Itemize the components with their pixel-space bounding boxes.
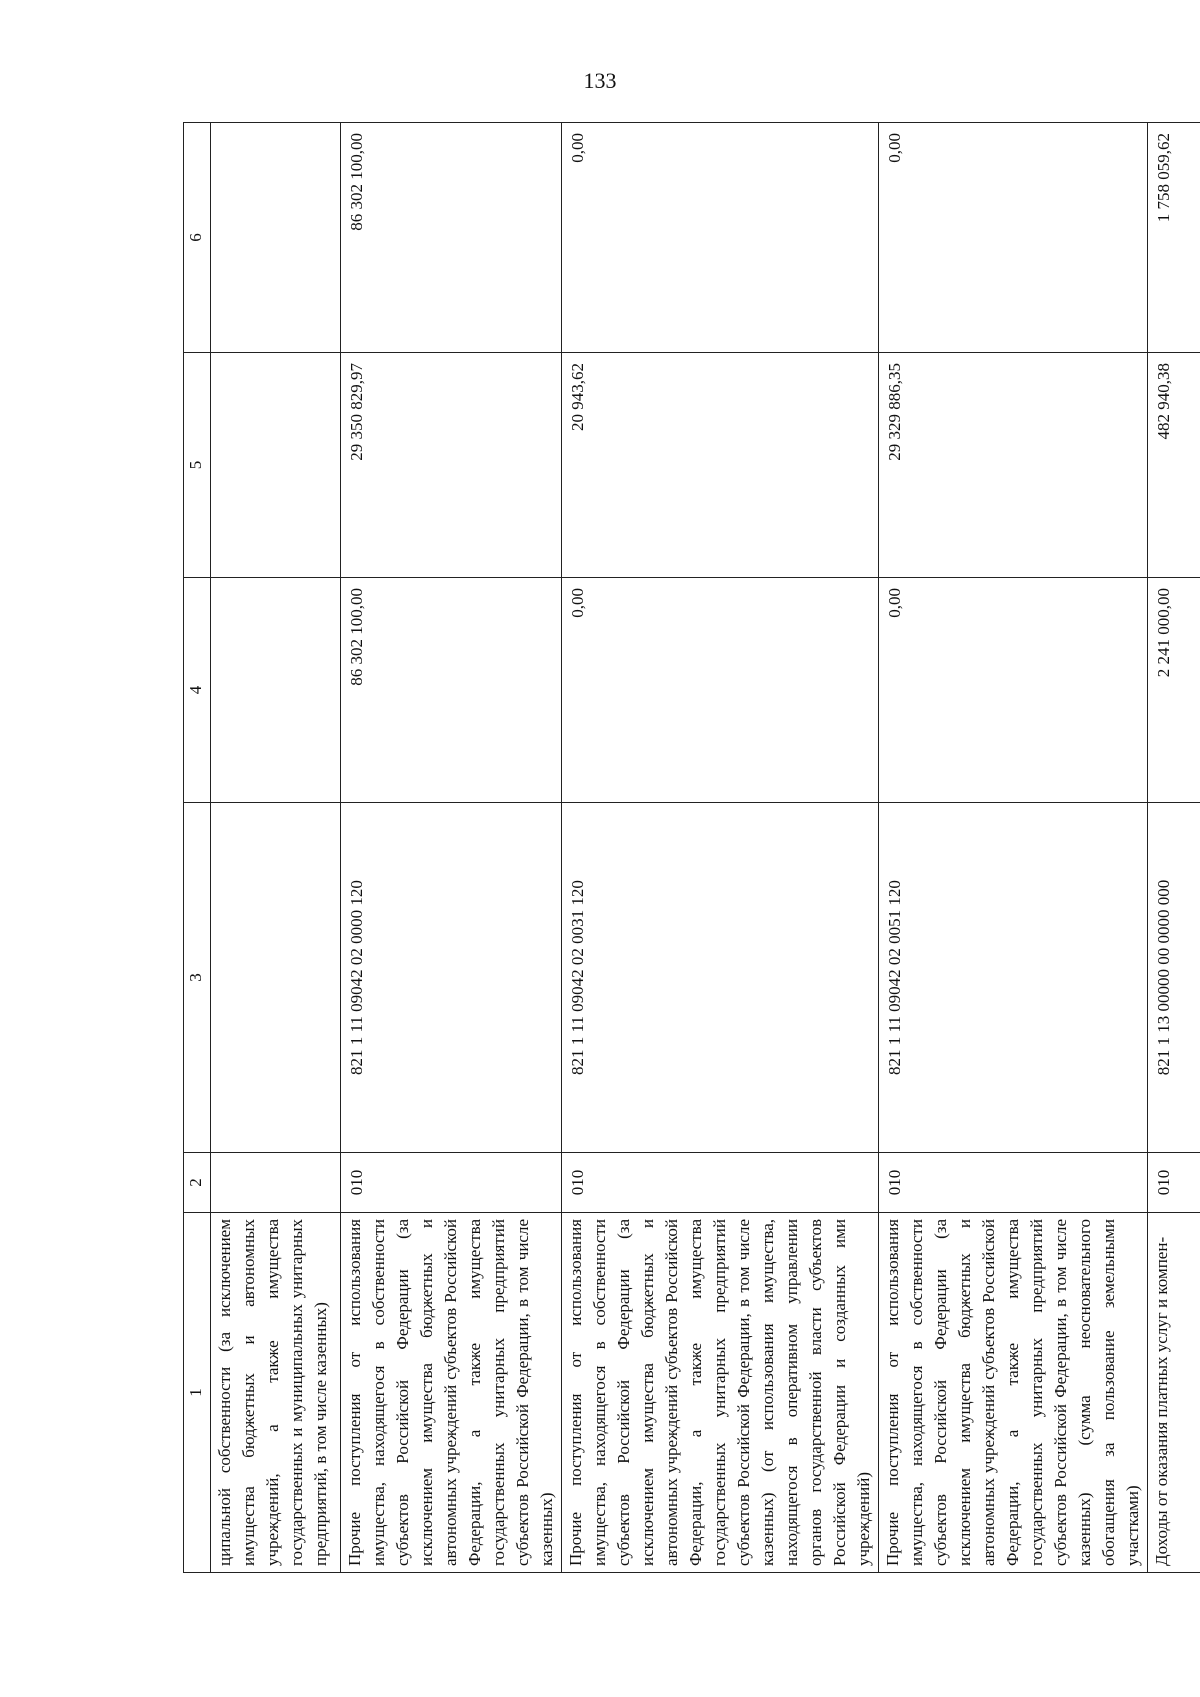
- row-code: 010: [879, 1153, 1148, 1213]
- row-value-5: 20 943,62: [562, 353, 879, 578]
- row-code: 010: [562, 1153, 879, 1213]
- column-header: 6: [184, 123, 211, 353]
- row-budget-code: 821 1 11 09042 02 0031 120: [562, 803, 879, 1153]
- row-value-4: 0,00: [562, 578, 879, 803]
- row-value-6: 1 758 059,62: [1148, 123, 1200, 353]
- row-value-6: 0,00: [562, 123, 879, 353]
- row-description: Прочие поступления от использования имущества, находящегося в собственности субъектов Российской Федерации (за исключением имущества бюджетных и автономных учреждений субъектов Российской Федерации, а также имущества государственных унитарных предприятий субъектов Российской Федерации, в том числе казенных): [341, 1213, 562, 1573]
- row-value-4: 0,00: [879, 578, 1148, 803]
- row-value-4: 2 241 000,00: [1148, 578, 1200, 803]
- column-header: 5: [184, 353, 211, 578]
- column-header: 2: [184, 1153, 211, 1213]
- rotated-table-container: [183, 123, 1173, 1573]
- row-budget-code: 821 1 11 09042 02 0000 120: [341, 803, 562, 1153]
- row-budget-code: 821 1 13 00000 00 0000 000: [1148, 803, 1200, 1153]
- column-header: 1: [184, 1213, 211, 1573]
- row-budget-code: [211, 803, 341, 1153]
- row-value-6: 0,00: [879, 123, 1148, 353]
- row-value-4: [211, 578, 341, 803]
- page-number: 133: [583, 68, 617, 93]
- column-header: 4: [184, 578, 211, 803]
- row-value-6: [211, 123, 341, 353]
- row-value-6: 86 302 100,00: [341, 123, 562, 353]
- row-value-5: 29 329 886,35: [879, 353, 1148, 578]
- table-row: [341, 123, 562, 1573]
- row-value-5: 482 940,38: [1148, 353, 1200, 578]
- row-code: 010: [1148, 1153, 1200, 1213]
- header-row: [184, 123, 211, 1573]
- row-description: ципальной собственности (за исключением имущества бюджетных и автономных учреждений, а также имущества государственных и муниципальных унитарных предприятий, в том числе казенных): [211, 1213, 341, 1573]
- row-description: Доходы от оказания платных услуг и компен-: [1148, 1213, 1200, 1573]
- table-row: [211, 123, 341, 1573]
- row-budget-code: 821 1 11 09042 02 0051 120: [879, 803, 1148, 1153]
- column-header: 3: [184, 803, 211, 1153]
- table-row: [879, 123, 1148, 1573]
- row-code: 010: [341, 1153, 562, 1213]
- row-value-5: [211, 353, 341, 578]
- table-row: [562, 123, 879, 1573]
- revenue-table: [183, 122, 1200, 1573]
- row-value-4: 86 302 100,00: [341, 578, 562, 803]
- table-row: [1148, 123, 1200, 1573]
- row-code: [211, 1153, 341, 1213]
- row-value-5: 29 350 829,97: [341, 353, 562, 578]
- row-description: Прочие поступления от использования имущества, находящегося в собственности субъектов Российской Федерации (за исключением имущества бюджетных и автономных учреждений субъектов Российской Федерации, а также имущества государственных унитарных предприятий субъектов Российской Федерации, в том числе казенных) (от использования имущества, находящегося в оперативном управлении органов государственной власти субъектов Российской Федерации и созданных ими учреждений): [562, 1213, 879, 1573]
- row-description: Прочие поступления от использования имущества, находящегося в собственности субъектов Российской Федерации (за исключением имущества бюджетных и автономных учреждений субъектов Российской Федерации, а также имущества государственных унитарных предприятий субъектов Российской Федерации, в том числе казенных) (сумма неосновательного обогащения за пользование земельными участками): [879, 1213, 1148, 1573]
